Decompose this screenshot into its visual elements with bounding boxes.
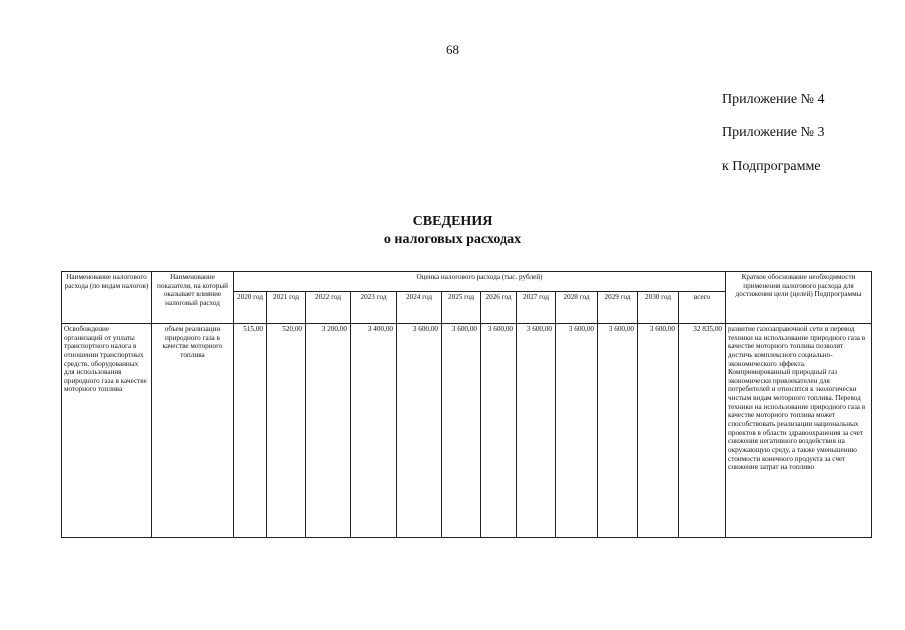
value-2023: 3 400,00	[351, 324, 397, 538]
appendix-line-2: Приложение № 3	[722, 125, 825, 140]
header-indicator-name: Наименование показателя, на который оказывает влияние налоговый расход	[152, 272, 234, 324]
header-year-2020: 2020 год	[234, 292, 267, 324]
value-2022: 3 200,00	[306, 324, 351, 538]
appendix-line-1: Приложение № 4	[722, 92, 825, 107]
value-2026: 3 600,00	[481, 324, 517, 538]
document-title: СВЕДЕНИЯ	[412, 214, 493, 229]
value-2029: 3 600,00	[598, 324, 638, 538]
row-justification: развитие газозаправочной сети и перевод техники на использование природного газа в качестве моторного топлива позволят достичь комплексного социально-экономического эффекта. Компримированный природный газ экономически привлекателен для потребителей и относится к экологически чистым видам моторного топлива. Перевод техники на использование природного газа в качестве моторного топлива может способствовать реализации национальных проектов в области здравоохранения за счет снижения негативного воздействия на окружающую среду, а также уменьшению стоимости конечного продукта за счет снижения затрат на топливо	[726, 324, 872, 538]
header-year-2030: 2030 год	[638, 292, 679, 324]
header-year-2029: 2029 год	[598, 292, 638, 324]
value-2028: 3 600,00	[556, 324, 598, 538]
header-year-2025: 2025 год	[442, 292, 481, 324]
header-year-2022: 2022 год	[306, 292, 351, 324]
header-year-2027: 2027 год	[517, 292, 556, 324]
value-2024: 3 600,00	[397, 324, 442, 538]
row-indicator-name: объем реализации природного газа в качестве моторного топлива	[152, 324, 234, 538]
row-tax-expenditure-name: Освобождение организаций от уплаты транспортного налога в отношении транспортных средств, оборудованных для использования природного газа в качестве моторного топлива	[62, 324, 152, 538]
header-tax-expenditure-name: Наименование налогового расхода (по видам налогов)	[62, 272, 152, 324]
header-year-2023: 2023 год	[351, 292, 397, 324]
header-estimate: Оценка налогового расхода (тыс. рублей)	[234, 272, 726, 292]
value-total: 32 835,00	[679, 324, 726, 538]
tax-expenditure-table	[61, 271, 872, 538]
header-total: всего	[679, 292, 726, 324]
value-2021: 520,00	[267, 324, 306, 538]
header-year-2021: 2021 год	[267, 292, 306, 324]
header-year-2028: 2028 год	[556, 292, 598, 324]
header-year-2024: 2024 год	[397, 292, 442, 324]
appendix-line-3: к Подпрограмме	[722, 159, 821, 174]
value-2020: 515,00	[234, 324, 267, 538]
table-row	[62, 324, 872, 538]
value-2027: 3 600,00	[517, 324, 556, 538]
page-number: 68	[446, 42, 459, 57]
value-2030: 3 600,00	[638, 324, 679, 538]
value-2025: 3 600,00	[442, 324, 481, 538]
document-subtitle: о налоговых расходах	[383, 232, 522, 247]
header-justification: Краткое обоснование необходимости применения налогового расхода для достижения цели (целей) Подпрограммы	[726, 272, 872, 324]
header-year-2026: 2026 год	[481, 292, 517, 324]
